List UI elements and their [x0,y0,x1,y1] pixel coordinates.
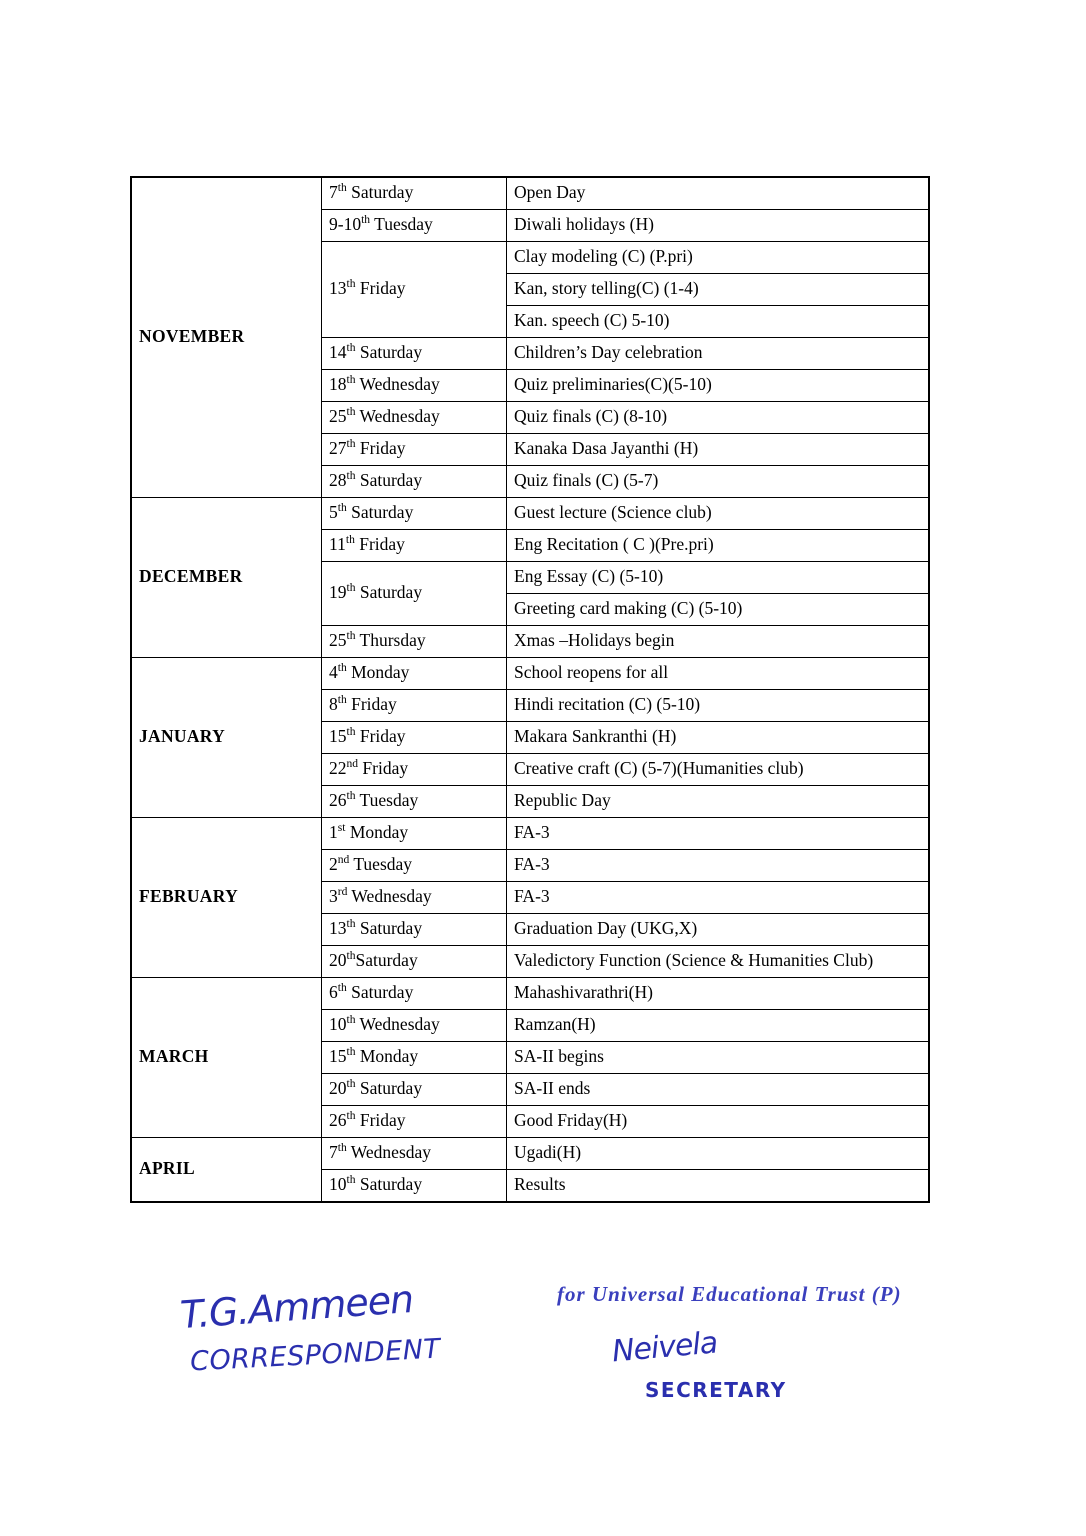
date-weekday: Monday [346,662,410,683]
date-weekday: Thursday [355,630,426,651]
calendar-row [131,818,929,850]
date-weekday: Tuesday [349,854,413,875]
event-cell: Guest lecture (Science club) [507,498,930,530]
calendar-row [131,978,929,1010]
date-cell [322,1138,507,1170]
date-weekday: Saturday [355,1078,423,1099]
date-ordinal-suffix: th [337,662,347,675]
date-number: 14 [329,342,347,363]
date-number: 9-10 [329,214,362,235]
date-number: 4 [329,662,338,683]
secretary-signature: Neivela [610,1325,719,1370]
event-cell: Republic Day [507,786,930,818]
event-cell: Hindi recitation (C) (5-10) [507,690,930,722]
date-number: 26 [329,790,347,811]
date-ordinal-suffix: th [346,630,356,643]
date-cell [322,530,507,562]
event-cell: SA-II ends [507,1074,930,1106]
date-ordinal-suffix: th [337,694,347,707]
date-number: 2 [329,854,338,875]
date-weekday: Wednesday [355,1014,440,1035]
date-cell [322,562,507,626]
date-ordinal-suffix: th [346,406,356,419]
calendar-row [131,177,929,210]
event-cell: Mahashivarathri(H) [507,978,930,1010]
event-cell: Children’s Day celebration [507,338,930,370]
event-cell: FA-3 [507,882,930,914]
date-weekday: Friday [355,1110,406,1131]
date-number: 15 [329,726,347,747]
date-weekday: Saturday [355,1174,423,1195]
date-cell [322,1010,507,1042]
date-number: 20 [329,1078,347,1099]
date-cell [322,466,507,498]
date-number: 11 [329,534,346,555]
secretary-title: SECRETARY [645,1378,787,1402]
date-number: 8 [329,694,338,715]
month-name-cell: APRIL [131,1138,322,1203]
month-name-cell: MARCH [131,978,322,1138]
date-weekday: Friday [355,438,406,459]
date-number: 19 [329,582,347,603]
correspondent-signature: T.G.Ammeen [178,1276,415,1338]
date-weekday: Saturday [346,982,414,1003]
date-cell [322,210,507,242]
event-cell: Makara Sankranthi (H) [507,722,930,754]
date-number: 1 [329,822,338,843]
date-ordinal-suffix: th [337,1142,347,1155]
date-cell [322,338,507,370]
date-weekday: Saturday [355,950,418,971]
date-cell [322,978,507,1010]
date-weekday: Saturday [355,342,423,363]
month-name-cell: NOVEMBER [131,177,322,498]
date-cell [322,1042,507,1074]
correspondent-title: CORRESPONDENT [189,1333,442,1378]
date-weekday: Saturday [346,502,414,523]
date-cell [322,722,507,754]
date-cell [322,818,507,850]
date-ordinal-suffix: nd [346,758,359,771]
date-ordinal-suffix: th [337,982,347,995]
date-weekday: Saturday [355,918,423,939]
calendar-row [131,1138,929,1170]
date-number: 28 [329,470,347,491]
date-cell [322,498,507,530]
date-number: 26 [329,1110,347,1131]
date-weekday: Friday [355,278,406,299]
calendar-row [131,658,929,690]
event-cell: Xmas –Holidays begin [507,626,930,658]
event-cell: FA-3 [507,850,930,882]
date-weekday: Saturday [355,470,423,491]
date-ordinal-suffix: th [346,582,356,595]
date-ordinal-suffix: th [346,790,356,803]
date-ordinal-suffix: th [346,1078,356,1091]
month-name-cell: JANUARY [131,658,322,818]
event-cell: SA-II begins [507,1042,930,1074]
date-cell [322,850,507,882]
date-number: 25 [329,406,347,427]
date-number: 18 [329,374,347,395]
date-number: 22 [329,758,347,779]
date-cell [322,882,507,914]
date-weekday: Friday [354,534,405,555]
event-cell: Quiz finals (C) (8-10) [507,402,930,434]
date-number: 13 [329,278,347,299]
event-cell: Diwali holidays (H) [507,210,930,242]
event-cell: Quiz finals (C) (5-7) [507,466,930,498]
date-cell [322,658,507,690]
date-weekday: Monday [345,822,409,843]
date-ordinal-suffix: rd [337,886,348,899]
date-weekday: Friday [355,726,406,747]
date-cell [322,754,507,786]
event-cell: Kanaka Dasa Jayanthi (H) [507,434,930,466]
date-weekday: Tuesday [355,790,419,811]
event-cell: Quiz preliminaries(C)(5-10) [507,370,930,402]
date-number: 7 [329,1142,338,1163]
date-number: 7 [329,182,338,203]
date-ordinal-suffix: st [337,822,346,835]
date-ordinal-suffix: th [346,918,356,931]
event-cell: Creative craft (C) (5-7)(Humanities club) [507,754,930,786]
date-weekday: Friday [358,758,409,779]
date-cell [322,434,507,466]
date-ordinal-suffix: th [361,214,371,227]
event-cell: School reopens for all [507,658,930,690]
date-cell [322,1106,507,1138]
event-cell: Ramzan(H) [507,1010,930,1042]
date-ordinal-suffix: th [346,1110,356,1123]
date-ordinal-suffix: th [346,1014,356,1027]
calendar-row [131,498,929,530]
date-weekday: Tuesday [370,214,433,235]
date-ordinal-suffix: th [346,278,356,291]
date-number: 10 [329,1174,347,1195]
date-cell [322,177,507,210]
date-ordinal-suffix: th [346,374,356,387]
month-name-cell: FEBRUARY [131,818,322,978]
date-ordinal-suffix: nd [337,854,350,867]
date-cell [322,690,507,722]
date-weekday: Wednesday [347,886,432,907]
date-number: 13 [329,918,347,939]
date-cell [322,1170,507,1203]
date-number: 25 [329,630,347,651]
date-cell [322,242,507,338]
date-cell [322,370,507,402]
trust-for-line: for Universal Educational Trust (P) [557,1282,902,1306]
event-cell: Kan. speech (C) 5-10) [507,306,930,338]
date-cell [322,946,507,978]
event-cell: Eng Essay (C) (5-10) [507,562,930,594]
event-cell: Kan, story telling(C) (1-4) [507,274,930,306]
academic-calendar-table-wrapper [130,176,930,1203]
date-ordinal-suffix: th [346,438,356,451]
event-cell: Open Day [507,177,930,210]
date-ordinal-suffix: th [346,470,356,483]
date-cell [322,402,507,434]
date-ordinal-suffix: th [337,182,347,195]
date-cell [322,786,507,818]
date-number: 15 [329,1046,347,1067]
date-weekday: Wednesday [355,406,440,427]
date-weekday: Wednesday [346,1142,432,1163]
date-number: 6 [329,982,338,1003]
date-weekday: Saturday [355,582,423,603]
date-cell [322,626,507,658]
event-cell: Results [507,1170,930,1203]
date-cell [322,1074,507,1106]
date-weekday: Monday [355,1046,419,1067]
date-ordinal-suffix: th [337,502,347,515]
event-cell: FA-3 [507,818,930,850]
date-number: 10 [329,1014,347,1035]
date-cell [322,914,507,946]
event-cell: Valedictory Function (Science & Humanities Club) [507,946,930,978]
date-weekday: Saturday [346,182,414,203]
date-ordinal-suffix: th [346,726,356,739]
date-weekday: Wednesday [355,374,440,395]
date-number: 27 [329,438,347,459]
date-ordinal-suffix: th [346,1174,356,1187]
date-ordinal-suffix: th [346,1046,356,1059]
academic-calendar-table [130,176,930,1203]
event-cell: Ugadi(H) [507,1138,930,1170]
date-number: 20 [329,950,347,971]
event-cell: Greeting card making (C) (5-10) [507,594,930,626]
event-cell: Eng Recitation ( C )(Pre.pri) [507,530,930,562]
date-ordinal-suffix: th [345,534,355,547]
date-ordinal-suffix: th [346,950,356,963]
event-cell: Good Friday(H) [507,1106,930,1138]
event-cell: Graduation Day (UKG,X) [507,914,930,946]
date-number: 3 [329,886,338,907]
date-weekday: Friday [346,694,397,715]
month-name-cell: DECEMBER [131,498,322,658]
date-number: 5 [329,502,338,523]
date-ordinal-suffix: th [346,342,356,355]
event-cell: Clay modeling (C) (P.pri) [507,242,930,274]
